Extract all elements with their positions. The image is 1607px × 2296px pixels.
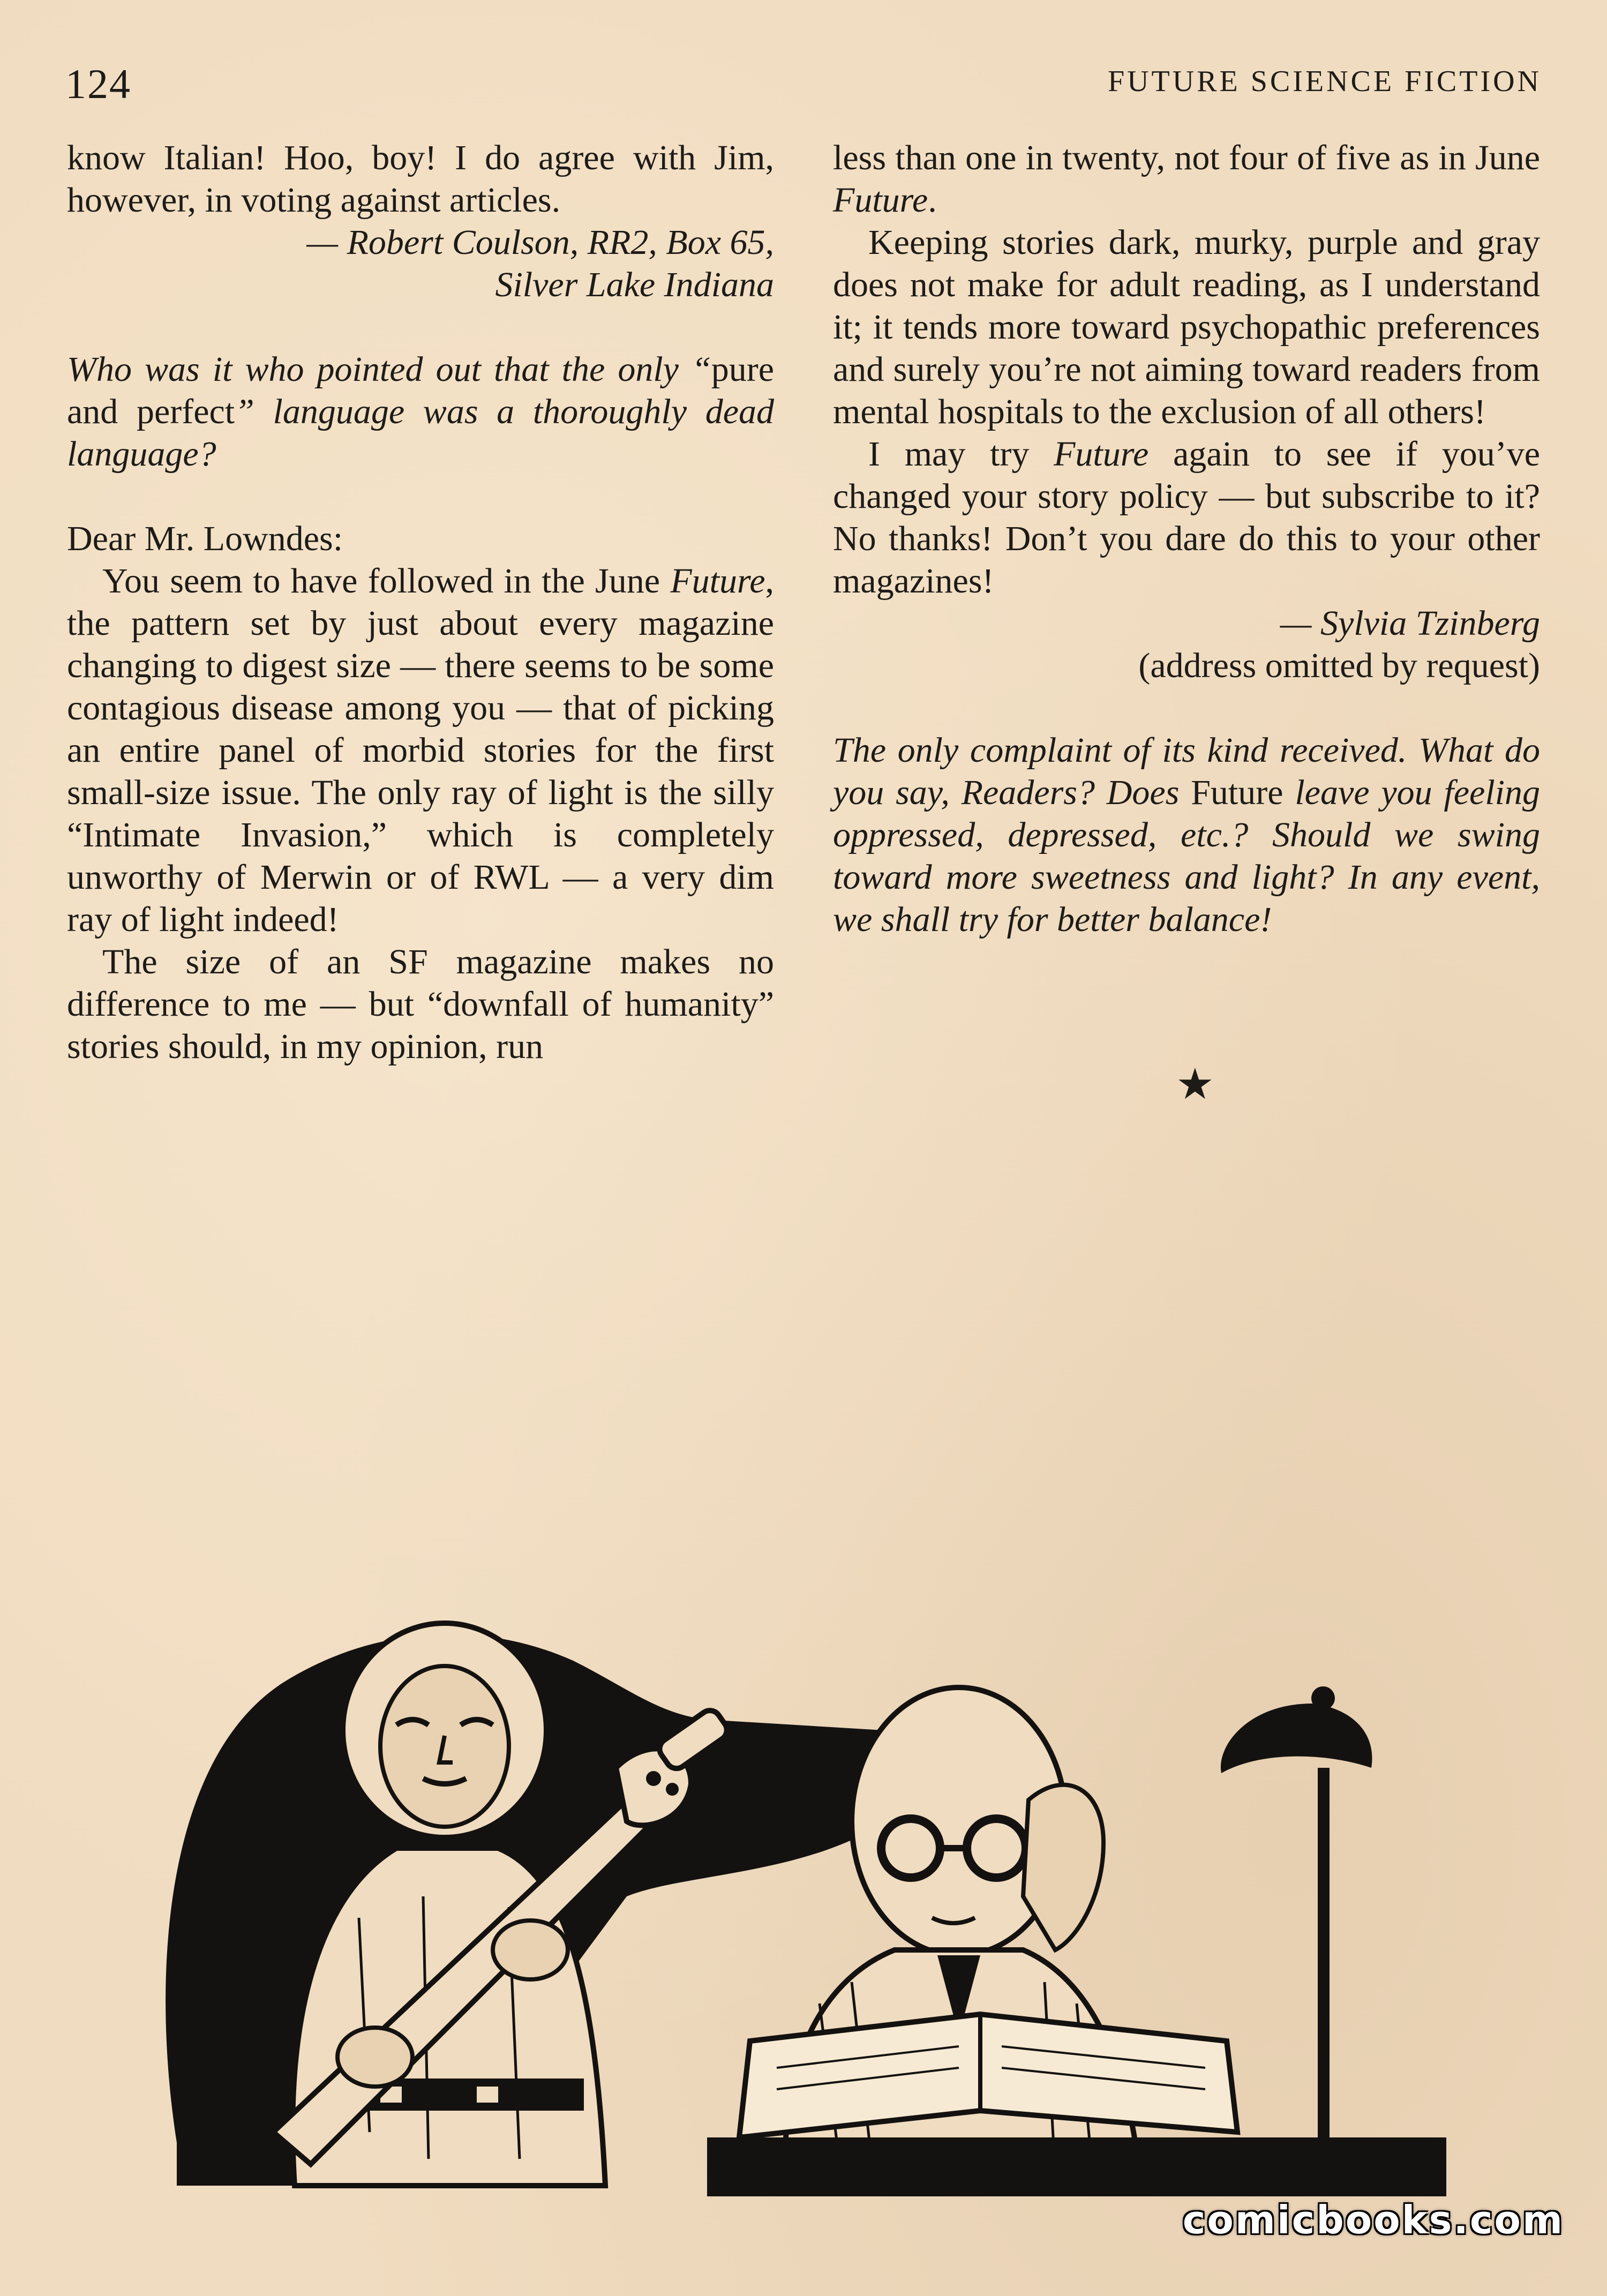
editor-reply-1 — [67, 348, 774, 475]
spaceman-and-scholar-illustration — [145, 1596, 1462, 2207]
signature-tzinberg-name: — Sylvia Tzinberg — [1280, 604, 1540, 643]
watermark-text: comicbooks.com — [1182, 2197, 1564, 2242]
magazine-name: Future — [670, 561, 765, 601]
magazine-name: Future — [833, 181, 928, 220]
signature-coulson-name: — Robert Coulson, RR2, Box 65, — [306, 223, 774, 262]
paragraph-text: less than one in twenty, not four of five as in June — [833, 138, 1540, 177]
paragraph-text: , the pattern set by just about every magazine changing to digest size — there seems to be some contagious disease among you — that of picking an entire panel of morbid stories for the first small-size issue. The only ray of light is the silly “Intimate Invasion,” which is completely unworthy of Merwin or of RWL — a very dim ray of light indeed! — [67, 561, 774, 939]
letter-paragraph: Keeping stories dark, murky, purple and gray does not make for adult reading, as I understand it; it tends more toward psychopathic preferences and surely you’re not aiming toward readers from mental hospitals to the exclusion of all others! — [833, 223, 1540, 431]
letter-continuation: know Italian! Hoo, boy! I do agree with Jim, however, in voting against articles. — [67, 138, 774, 220]
page-number: 124 — [65, 61, 131, 107]
reply-text: ” language was a thoroughly dead language? — [67, 392, 774, 474]
left-column — [67, 137, 774, 1068]
paragraph-text: You seem to have followed in the June — [102, 561, 671, 601]
letter-paragraph — [833, 137, 1540, 221]
magazine-name: Future — [1191, 773, 1283, 812]
salutation: Dear Mr. Lowndes: — [67, 519, 343, 558]
magazine-name: Future — [1054, 434, 1149, 474]
reply-emphasis: pure and perfect — [67, 350, 774, 431]
letter-paragraph: The size of an SF magazine makes no difference to me — but “downfall of humanity” stories should, in my opinion, run — [67, 942, 774, 1066]
page-header — [65, 60, 1542, 107]
letter-paragraph — [67, 560, 774, 941]
right-column — [833, 137, 1540, 941]
paragraph-text: again to see if you’ve changed your story policy — but subscribe to it? No thanks! Don’t you dare do this to your other magazines! — [833, 434, 1540, 601]
letter-paragraph — [833, 433, 1540, 602]
editor-reply-2 — [833, 729, 1540, 941]
signature-tzinberg-note: (address omitted by request) — [1138, 646, 1540, 685]
running-title: FUTURE SCIENCE FICTION — [1107, 65, 1542, 98]
signature-coulson-address: Silver Lake Indiana — [495, 265, 774, 304]
reply-text: Who was it who pointed out that the only “ — [67, 350, 711, 389]
star-divider-icon: ★ — [1176, 1061, 1214, 1108]
reply-text: The only complaint of its kind received. What do you say, Readers? Does — [833, 731, 1540, 812]
paragraph-text: . — [928, 181, 937, 220]
paragraph-text: I may try — [868, 434, 1054, 474]
reply-text: leave you feeling oppressed, depressed, etc.? Should we swing toward more sweetness and light? In any event, we shall try for better balance! — [833, 773, 1540, 939]
